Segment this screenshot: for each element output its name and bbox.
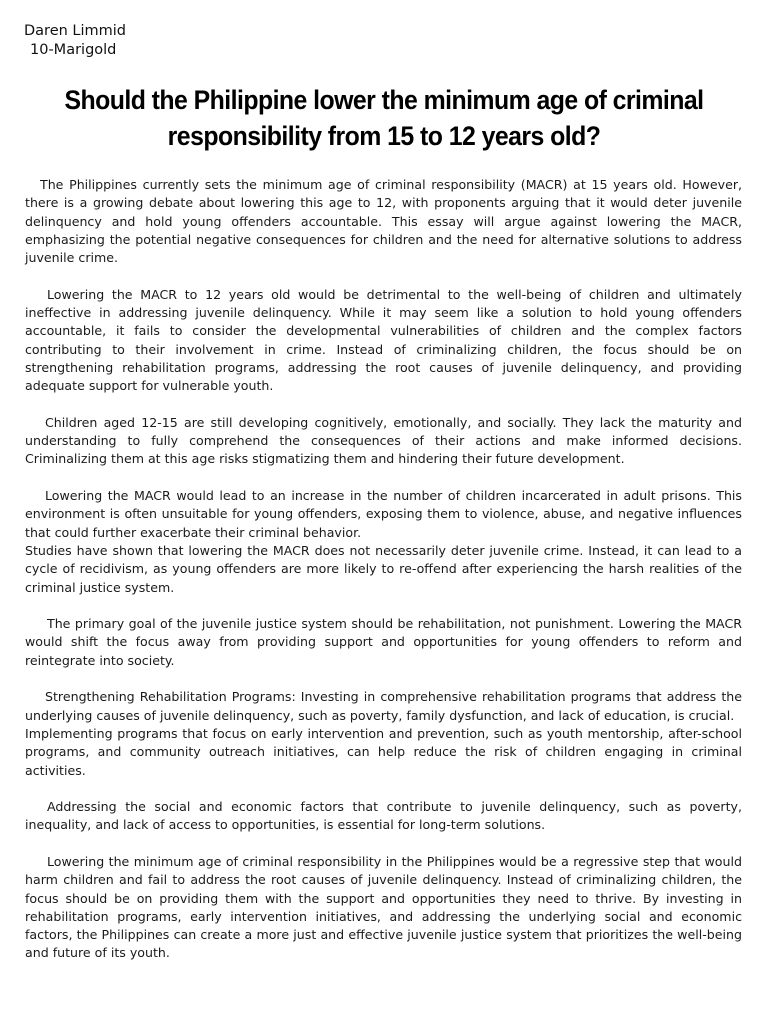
paragraph-social-factors: Addressing the social and economic factors that contribute to juvenile delinquency, such as poverty, inequality, and lack of access to opportunities, is essential for long-term solutions.	[25, 799, 742, 833]
essay-body	[25, 176, 742, 963]
paragraph-early-intervention: Implementing programs that focus on early intervention and prevention, such as youth mentorship, after-school programs, and community outreach initiatives, can help reduce the risk of children engaging in criminal activities.	[25, 725, 742, 778]
author-section: 10-Marigold	[30, 42, 117, 58]
essay-title-line-2: responsibility from 15 to 12 years old?	[167, 121, 601, 151]
paragraph-recidivism: Studies have shown that lowering the MACR does not necessarily deter juvenile crime. Instead, it can lead to a cycle of recidivism, as young offenders are more likely to re-offend after experiencing the harsh realities of the criminal justice system.	[25, 542, 742, 595]
author-name: Daren Limmid	[24, 23, 127, 39]
paragraph-strengthening-programs: Strengthening Rehabilitation Programs: Investing in comprehensive rehabilitation programs that address the underlying causes of juvenile delinquency, such as poverty, family dysfunction, and lack of education, is crucial.	[25, 689, 742, 723]
paragraph-development: Children aged 12-15 are still developing cognitively, emotionally, and socially. They lack the maturity and understanding to fully comprehend the consequences of their actions and make informed decisions. Criminalizing them at this age risks stigmatizing them and hindering their future development.	[25, 414, 742, 467]
paragraph-thesis: Lowering the MACR to 12 years old would be detrimental to the well-being of children and ultimately ineffective in addressing juvenile delinquency. While it may seem like a solution to hold young offenders accountable, it fails to consider the developmental vulnerabilities of children and the complex factors contributing to their involvement in crime. Instead of criminalizing children, the focus should be on strengthening rehabilitation programs, addressing the root causes of juvenile delinquency, and providing adequate support for vulnerable youth.	[25, 286, 742, 394]
essay-title	[31, 82, 738, 154]
paragraph-intro: The Philippines currently sets the minimum age of criminal responsibility (MACR) at 15 years old. However, there is a growing debate about lowering this age to 12, with proponents arguing that it would deter juvenile delinquency and hold young offenders accountable. This essay will argue against lowering the MACR, emphasizing the potential negative consequences for children and the need for alternative solutions to address juvenile crime.	[25, 177, 742, 266]
author-block	[24, 22, 126, 60]
paragraph-incarceration: Lowering the MACR would lead to an increase in the number of children incarcerated in adult prisons. This environment is often unsuitable for young offenders, exposing them to violence, abuse, and negative influences that could further exacerbate their criminal behavior.	[25, 488, 742, 540]
paragraph-conclusion: Lowering the minimum age of criminal responsibility in the Philippines would be a regressive step that would harm children and fail to address the root causes of juvenile delinquency. Instead of criminalizing children, the focus should be on providing them with the support and opportunities they need to thrive. By investing in rehabilitation programs, early intervention initiatives, and addressing the underlying social and economic factors, the Philippines can create a more just and effective juvenile justice system that prioritizes the well-being and future of its youth.	[25, 853, 742, 961]
essay-title-line-1: Should the Philippine lower the minimum age of criminal	[64, 85, 704, 115]
paragraph-rehabilitation-goal: The primary goal of the juvenile justice system should be rehabilitation, not punishment. Lowering the MACR would shift the focus away from providing support and opportunities for young offenders to reform and reintegrate into society.	[25, 616, 742, 668]
